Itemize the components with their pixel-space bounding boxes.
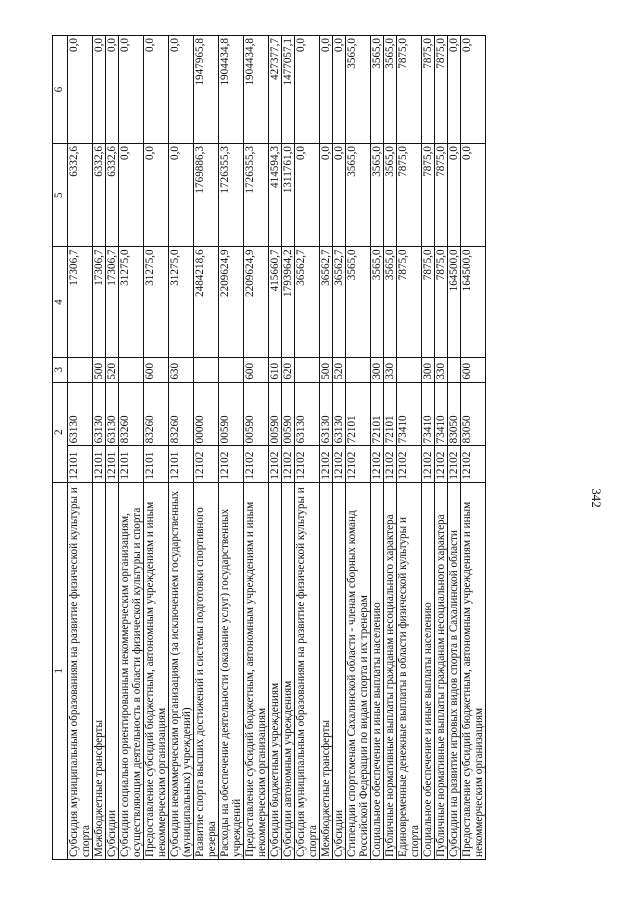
row-value-5: 6332,6 (106, 144, 119, 247)
row-section: 12102 (269, 446, 282, 482)
row-name: Субсидии (333, 482, 346, 859)
row-code: 72101 (371, 382, 384, 446)
row-value-6: 3565,0 (346, 36, 371, 144)
row-value-5: 414594,3 (269, 144, 282, 247)
row-name: Стипендии спортсменам Сахалинской области - членам сборных команд Российской Федерации по видам спорта и их тренерам (346, 482, 371, 859)
row-section: 12102 (371, 446, 384, 482)
row-code: 73410 (435, 382, 448, 446)
row-section: 12101 (144, 446, 169, 482)
row-name: Субсидия муниципальным образованиям на развитие физической культуры и спорта (68, 482, 93, 859)
row-value-6: 0,0 (68, 36, 93, 144)
row-value-6: 7875,0 (397, 36, 422, 144)
row-value-6: 0,0 (106, 36, 119, 144)
row-value-4: 36562,7 (295, 247, 320, 357)
row-value-5: 3565,0 (371, 144, 384, 247)
table-row (169, 36, 194, 860)
row-name: Субсидии на развитие игровых видов спорта в Сахалинской области (448, 482, 461, 859)
row-section: 12102 (244, 446, 269, 482)
header-col-3: 3 (53, 357, 68, 382)
row-value-6: 3565,0 (384, 36, 397, 144)
row-section: 12102 (422, 446, 435, 482)
table-row (435, 36, 448, 860)
row-name: Публичные нормативные выплаты гражданам несоциального характера (435, 482, 448, 859)
table-row (397, 36, 422, 860)
row-type (295, 357, 320, 382)
table-row (194, 36, 219, 860)
row-code: 73410 (397, 382, 422, 446)
table-row (119, 36, 144, 860)
row-value-5: 3565,0 (346, 144, 371, 247)
row-value-4: 3565,0 (346, 247, 371, 357)
table-row (295, 36, 320, 860)
row-value-5: 7875,0 (435, 144, 448, 247)
row-value-5: 7875,0 (422, 144, 435, 247)
row-type: 610 (269, 357, 282, 382)
row-value-5: 6332,6 (68, 144, 93, 247)
row-type (194, 357, 219, 382)
row-value-4: 7875,0 (397, 247, 422, 357)
row-type (119, 357, 144, 382)
row-type (219, 357, 244, 382)
row-name: Субсидии бюджетным учреждениям (269, 482, 282, 859)
row-section: 12101 (68, 446, 93, 482)
row-section: 12101 (119, 446, 144, 482)
rotated-page-content (52, 35, 622, 860)
row-code: 00590 (219, 382, 244, 446)
row-value-4: 17306,7 (106, 247, 119, 357)
table-row (144, 36, 169, 860)
row-value-4: 2209624,9 (219, 247, 244, 357)
table-row (371, 36, 384, 860)
row-name: Расходы на обеспечение деятельности (оказание услуг) государственных учреждений (219, 482, 244, 859)
row-value-4: 1793964,2 (282, 247, 295, 357)
row-code: 63130 (68, 382, 93, 446)
row-value-4: 7875,0 (422, 247, 435, 357)
header-row (53, 36, 68, 860)
row-code: 00590 (282, 382, 295, 446)
row-value-6: 1904434,8 (244, 36, 269, 144)
row-code: 63130 (93, 382, 106, 446)
row-type: 500 (93, 357, 106, 382)
row-value-5: 1726355,3 (244, 144, 269, 247)
header-col-5: 5 (53, 144, 68, 247)
row-value-5: 0,0 (448, 144, 461, 247)
row-value-4: 415660,7 (269, 247, 282, 357)
row-value-5: 0,0 (119, 144, 144, 247)
row-section: 12102 (295, 446, 320, 482)
row-type: 630 (169, 357, 194, 382)
row-type (346, 357, 371, 382)
table-row (93, 36, 106, 860)
table-row (244, 36, 269, 860)
row-type (397, 357, 422, 382)
row-value-6: 3565,0 (371, 36, 384, 144)
row-section: 12102 (346, 446, 371, 482)
table-row (106, 36, 119, 860)
row-value-4: 31275,0 (144, 247, 169, 357)
row-name: Развитие спорта высших достижений и системы подготовки спортивного резерва (194, 482, 219, 859)
header-col-2: 2 (53, 382, 68, 482)
row-name: Предоставление субсидий бюджетным, автономным учреждениям и иным некоммерческим организациям (244, 482, 269, 859)
row-value-5: 1726355,3 (219, 144, 244, 247)
row-value-6: 427377,7 (269, 36, 282, 144)
page-number: 342 (588, 488, 604, 508)
row-value-5: 0,0 (461, 144, 486, 247)
row-type: 620 (282, 357, 295, 382)
row-type: 330 (435, 357, 448, 382)
row-name: Социальное обеспечение и иные выплаты населению (371, 482, 384, 859)
row-code: 72101 (384, 382, 397, 446)
row-section: 12102 (194, 446, 219, 482)
table-row (320, 36, 333, 860)
table-row (68, 36, 93, 860)
row-type: 300 (422, 357, 435, 382)
row-code: 00590 (269, 382, 282, 446)
table-row (269, 36, 282, 860)
table-row (461, 36, 486, 860)
row-type: 600 (144, 357, 169, 382)
row-section: 12102 (384, 446, 397, 482)
row-value-4: 3565,0 (384, 247, 397, 357)
table-row (346, 36, 371, 860)
row-name: Межбюджетные трансферты (93, 482, 106, 859)
row-code: 83050 (461, 382, 486, 446)
row-code: 73410 (422, 382, 435, 446)
row-value-6: 0,0 (461, 36, 486, 144)
header-col-4: 4 (53, 247, 68, 357)
row-value-5: 7875,0 (397, 144, 422, 247)
row-name: Субсидии некоммерческим организациям (за исключением государственных (муниципальных) учреждений) (169, 482, 194, 859)
row-value-6: 0,0 (144, 36, 169, 144)
row-value-6: 1904434,8 (219, 36, 244, 144)
row-name: Субсидия муниципальным образованиям на развитие физической культуры и спорта (295, 482, 320, 859)
row-value-6: 0,0 (448, 36, 461, 144)
row-value-4: 31275,0 (169, 247, 194, 357)
row-value-5: 0,0 (320, 144, 333, 247)
row-code: 00000 (194, 382, 219, 446)
row-code: 63130 (333, 382, 346, 446)
row-name: Единовременные денежные выплаты в области физической культуры и спорта (397, 482, 422, 859)
row-name: Предоставление субсидий бюджетным, автономным учреждениям и иным некоммерческим организациям (144, 482, 169, 859)
row-value-5: 3565,0 (384, 144, 397, 247)
table-body (68, 36, 486, 860)
row-section: 12102 (435, 446, 448, 482)
table-row (384, 36, 397, 860)
row-name: Публичные нормативные выплаты гражданам несоциального характера (384, 482, 397, 859)
row-code: 83050 (448, 382, 461, 446)
row-section: 12102 (333, 446, 346, 482)
row-value-4: 17306,7 (93, 247, 106, 357)
row-value-5: 0,0 (333, 144, 346, 247)
row-value-4: 17306,7 (68, 247, 93, 357)
row-code: 83260 (144, 382, 169, 446)
row-value-6: 0,0 (320, 36, 333, 144)
row-value-6: 0,0 (169, 36, 194, 144)
row-code: 63130 (106, 382, 119, 446)
row-section: 12102 (461, 446, 486, 482)
row-value-5: 0,0 (144, 144, 169, 247)
row-name: Межбюджетные трансферты (320, 482, 333, 859)
row-type: 300 (371, 357, 384, 382)
row-value-6: 0,0 (295, 36, 320, 144)
row-value-5: 0,0 (295, 144, 320, 247)
row-section: 12102 (397, 446, 422, 482)
table-row (333, 36, 346, 860)
row-name: Субсидии автономным учреждениям (282, 482, 295, 859)
row-name: Социальное обеспечение и иные выплаты населению (422, 482, 435, 859)
row-value-4: 36562,7 (320, 247, 333, 357)
row-value-4: 2484218,6 (194, 247, 219, 357)
row-section: 12102 (320, 446, 333, 482)
row-type: 520 (333, 357, 346, 382)
header-col-1: 1 (53, 482, 68, 859)
row-value-5: 6332,6 (93, 144, 106, 247)
row-value-6: 1477057,1 (282, 36, 295, 144)
row-value-4: 36562,7 (333, 247, 346, 357)
row-code: 72101 (346, 382, 371, 446)
row-value-6: 0,0 (93, 36, 106, 144)
table-row (422, 36, 435, 860)
row-code: 00590 (244, 382, 269, 446)
row-name: Субсидии социально ориентированным некоммерческим организациям, осуществляющим деятельность в области физической культуры и спорта (119, 482, 144, 859)
row-value-4: 2209624,9 (244, 247, 269, 357)
row-section: 12102 (219, 446, 244, 482)
row-value-4: 7875,0 (435, 247, 448, 357)
row-section: 12101 (106, 446, 119, 482)
table-row (448, 36, 461, 860)
row-value-6: 7875,0 (422, 36, 435, 144)
row-section: 12102 (448, 446, 461, 482)
row-value-5: 1311761,0 (282, 144, 295, 247)
row-value-5: 1769886,3 (194, 144, 219, 247)
row-type: 600 (244, 357, 269, 382)
row-type: 330 (384, 357, 397, 382)
row-value-4: 164500,0 (448, 247, 461, 357)
row-value-6: 0,0 (333, 36, 346, 144)
row-type: 520 (106, 357, 119, 382)
row-value-4: 31275,0 (119, 247, 144, 357)
row-value-6: 7875,0 (435, 36, 448, 144)
row-section: 12101 (93, 446, 106, 482)
row-code: 63130 (320, 382, 333, 446)
row-value-6: 0,0 (119, 36, 144, 144)
row-type (448, 357, 461, 382)
row-value-6: 1947965,8 (194, 36, 219, 144)
row-value-4: 3565,0 (371, 247, 384, 357)
table-row (219, 36, 244, 860)
budget-table (52, 35, 486, 860)
table-row (282, 36, 295, 860)
row-name: Предоставление субсидий бюджетным, автономным учреждениям и иным некоммерческим организациям (461, 482, 486, 859)
row-type: 600 (461, 357, 486, 382)
row-type (68, 357, 93, 382)
row-value-4: 164500,0 (461, 247, 486, 357)
row-code: 83260 (169, 382, 194, 446)
row-section: 12102 (282, 446, 295, 482)
row-type: 500 (320, 357, 333, 382)
row-code: 83260 (119, 382, 144, 446)
row-code: 63130 (295, 382, 320, 446)
row-name: Субсидии (106, 482, 119, 859)
header-col-6: 6 (53, 36, 68, 144)
row-value-5: 0,0 (169, 144, 194, 247)
row-section: 12101 (169, 446, 194, 482)
